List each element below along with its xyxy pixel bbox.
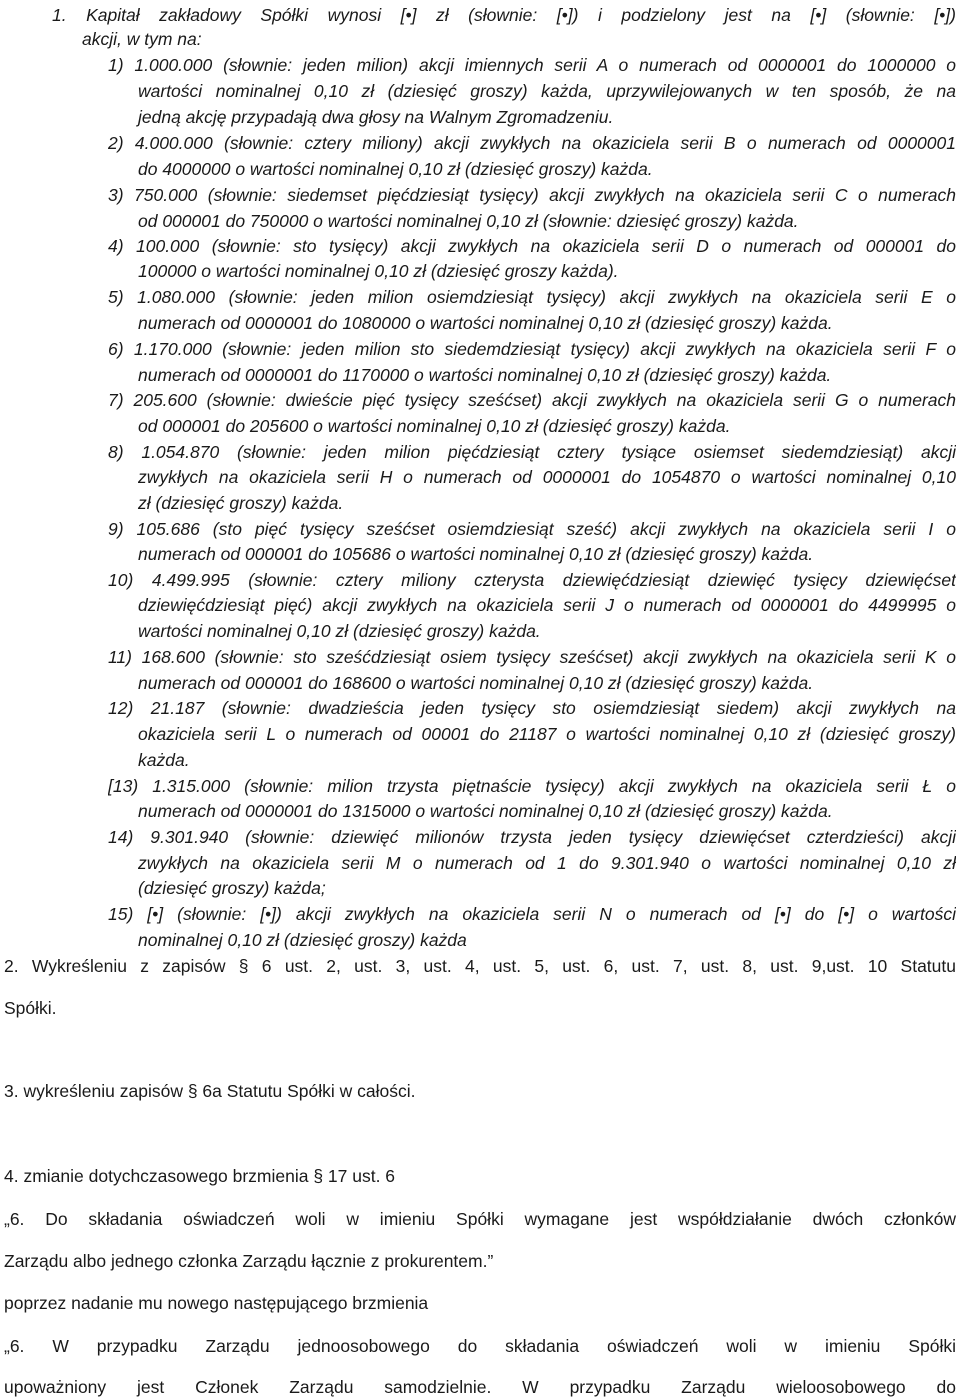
share-series-i: 9) 105.686 (sto pięć tysięcy sześćset osiemdziesiąt sześć) akcji zwykłych na okaziciela serii I o: [108, 519, 956, 539]
share-series-f-cont: numerach od 0000001 do 1170000 o wartości nominalnej 0,10 zł (dziesięć groszy) każda.: [138, 365, 832, 385]
share-series-h-cont: zwykłych na okaziciela serii H o numerach od 0000001 do 1054870 o wartości nominalnej 0,10: [138, 467, 956, 487]
share-series-m: 14) 9.301.940 (słownie: dziewięć milionów trzysta jeden tysięcy dziewięćset czterdzieści) akcji: [108, 827, 956, 847]
share-series-m-cont: zwykłych na okaziciela serii M o numerach od 1 do 9.301.940 o wartości nominalnej 0,10 zł: [138, 853, 956, 873]
share-series-c-cont: od 000001 do 750000 o wartości nominalnej 0,10 zł (słownie: dziesięć groszy) każda.: [138, 211, 799, 231]
share-series-f: 6) 1.170.000 (słownie: jeden milion sto siedemdziesiąt tysięcy) akcji zwykłych na okaziciela serii F o: [108, 339, 956, 359]
share-series-b-cont: do 4000000 o wartości nominalnej 0,10 zł (dziesięć groszy) każda.: [138, 159, 653, 179]
old-wording-quote: „6. Do składania oświadczeń woli w imieniu Spółki wymagane jest współdziałanie dwóch członków: [4, 1209, 956, 1229]
share-series-b: 2) 4.000.000 (słownie: cztery miliony) akcji zwykłych na okaziciela serii B o numerach od 0000001: [108, 133, 956, 153]
share-series-d: 4) 100.000 (słownie: sto tysięcy) akcji zwykłych na okaziciela serii D o numerach od 000001 do: [108, 236, 956, 256]
share-series-l-stroke-cont: numerach od 0000001 do 1315000 o wartości nominalnej 0,10 zł (dziesięć groszy) każda.: [138, 801, 833, 821]
new-wording-intro: poprzez nadanie mu nowego następującego brzmienia: [4, 1293, 429, 1313]
share-series-e: 5) 1.080.000 (słownie: jeden milion osiemdziesiąt tysięcy) akcji zwykłych na okaziciela serii E o: [108, 287, 956, 307]
share-series-j: 10) 4.499.995 (słownie: cztery miliony czterysta dziewięćdziesiąt dziewięć tysięcy dziewięćset: [108, 570, 956, 590]
share-series-d-cont: 100000 o wartości nominalnej 0,10 zł (dziesięć groszy każda).: [138, 261, 619, 281]
share-series-k: 11) 168.600 (słownie: sto sześćdziesiąt osiem tysięcy sześćset) akcji zwykłych na okaziciela serii K o: [108, 647, 956, 667]
share-series-j-cont2: wartości nominalnej 0,10 zł (dziesięć groszy) każda.: [138, 621, 541, 641]
share-series-l-cont: okaziciela serii L o numerach od 00001 do 21187 o wartości nominalnej 0,10 zł (dziesięć groszy): [138, 724, 956, 744]
item1-intro: 1. Kapitał zakładowy Spółki wynosi [•] zł (słownie: [•]) i podzielony jest na [•] (słownie: [•]): [52, 5, 956, 25]
share-series-j-cont: dziewięćdziesiąt pięć) akcji zwykłych na okaziciela serii J o numerach od 0000001 do 4499995 o: [138, 595, 956, 615]
share-series-i-cont: numerach od 000001 do 105686 o wartości nominalnej 0,10 zł (dziesięć groszy) każda.: [138, 544, 814, 564]
share-series-a-cont: wartości nominalnej 0,10 zł (dziesięć groszy) każda, uprzywilejowanych w ten sposób, że na: [138, 81, 956, 101]
share-series-l-stroke: [13) 1.315.000 (słownie: milion trzysta piętnaście tysięcy) akcji zwykłych na okaziciela serii Ł o: [108, 776, 956, 796]
old-wording-quote-cont: Zarządu albo jednego członka Zarządu łącznie z prokurentem.”: [4, 1251, 494, 1271]
item2-text-cont: Spółki.: [4, 998, 57, 1018]
share-series-c: 3) 750.000 (słownie: siedemset pięćdziesiąt tysięcy) akcji zwykłych na okaziciela serii C o numerach: [108, 185, 956, 205]
share-series-l: 12) 21.187 (słownie: dwadzieścia jeden tysięcy sto osiemdziesiąt siedem) akcji zwykłych na: [108, 698, 956, 718]
share-series-e-cont: numerach od 0000001 do 1080000 o wartości nominalnej 0,10 zł (dziesięć groszy) każda.: [138, 313, 833, 333]
share-series-n: 15) [•] (słownie: [•]) akcji zwykłych na okaziciela serii N o numerach od [•] do [•] o wartości: [108, 904, 956, 924]
share-series-h: 8) 1.054.870 (słownie: jeden milion pięćdziesiąt cztery tysiące osiemset siedemdziesiąt) akcji: [108, 442, 956, 462]
item2-text: 2. Wykreśleniu z zapisów § 6 ust. 2, ust. 3, ust. 4, ust. 5, ust. 6, ust. 7, ust. 8, ust. 9,ust. 10 Statutu: [4, 956, 956, 976]
share-series-k-cont: numerach od 000001 do 168600 o wartości nominalnej 0,10 zł (dziesięć groszy) każda.: [138, 673, 814, 693]
share-series-m-cont2: (dziesięć groszy) każda;: [138, 878, 326, 898]
share-series-n-cont: nominalnej 0,10 zł (dziesięć groszy) każda: [138, 930, 467, 950]
item1-intro-cont: akcji, w tym na:: [82, 29, 202, 49]
item3-text: 3. wykreśleniu zapisów § 6a Statutu Spółki w całości.: [4, 1081, 416, 1101]
new-wording-quote: „6. W przypadku Zarządu jednoosobowego do składania oświadczeń woli w imieniu Spółki: [4, 1336, 956, 1356]
share-series-l-cont2: każda.: [138, 750, 190, 770]
item4-text: 4. zmianie dotychczasowego brzmienia § 17 ust. 6: [4, 1166, 396, 1186]
share-series-g-cont: od 000001 do 205600 o wartości nominalnej 0,10 zł (dziesięć groszy) każda.: [138, 416, 731, 436]
share-series-g: 7) 205.600 (słownie: dwieście pięć tysięcy sześćset) akcji zwykłych na okaziciela serii G o numerach: [108, 390, 956, 410]
new-wording-quote-cont: upoważniony jest Członek Zarządu samodzielnie. W przypadku Zarządu wieloosobowego do: [4, 1377, 956, 1397]
share-series-a: 1) 1.000.000 (słownie: jeden milion) akcji imiennych serii A o numerach od 0000001 do 1000000 o: [108, 55, 956, 75]
share-series-h-cont2: zł (dziesięć groszy) każda.: [138, 493, 344, 513]
share-series-a-cont2: jedną akcję przypadają dwa głosy na Walnym Zgromadzeniu.: [138, 107, 614, 127]
